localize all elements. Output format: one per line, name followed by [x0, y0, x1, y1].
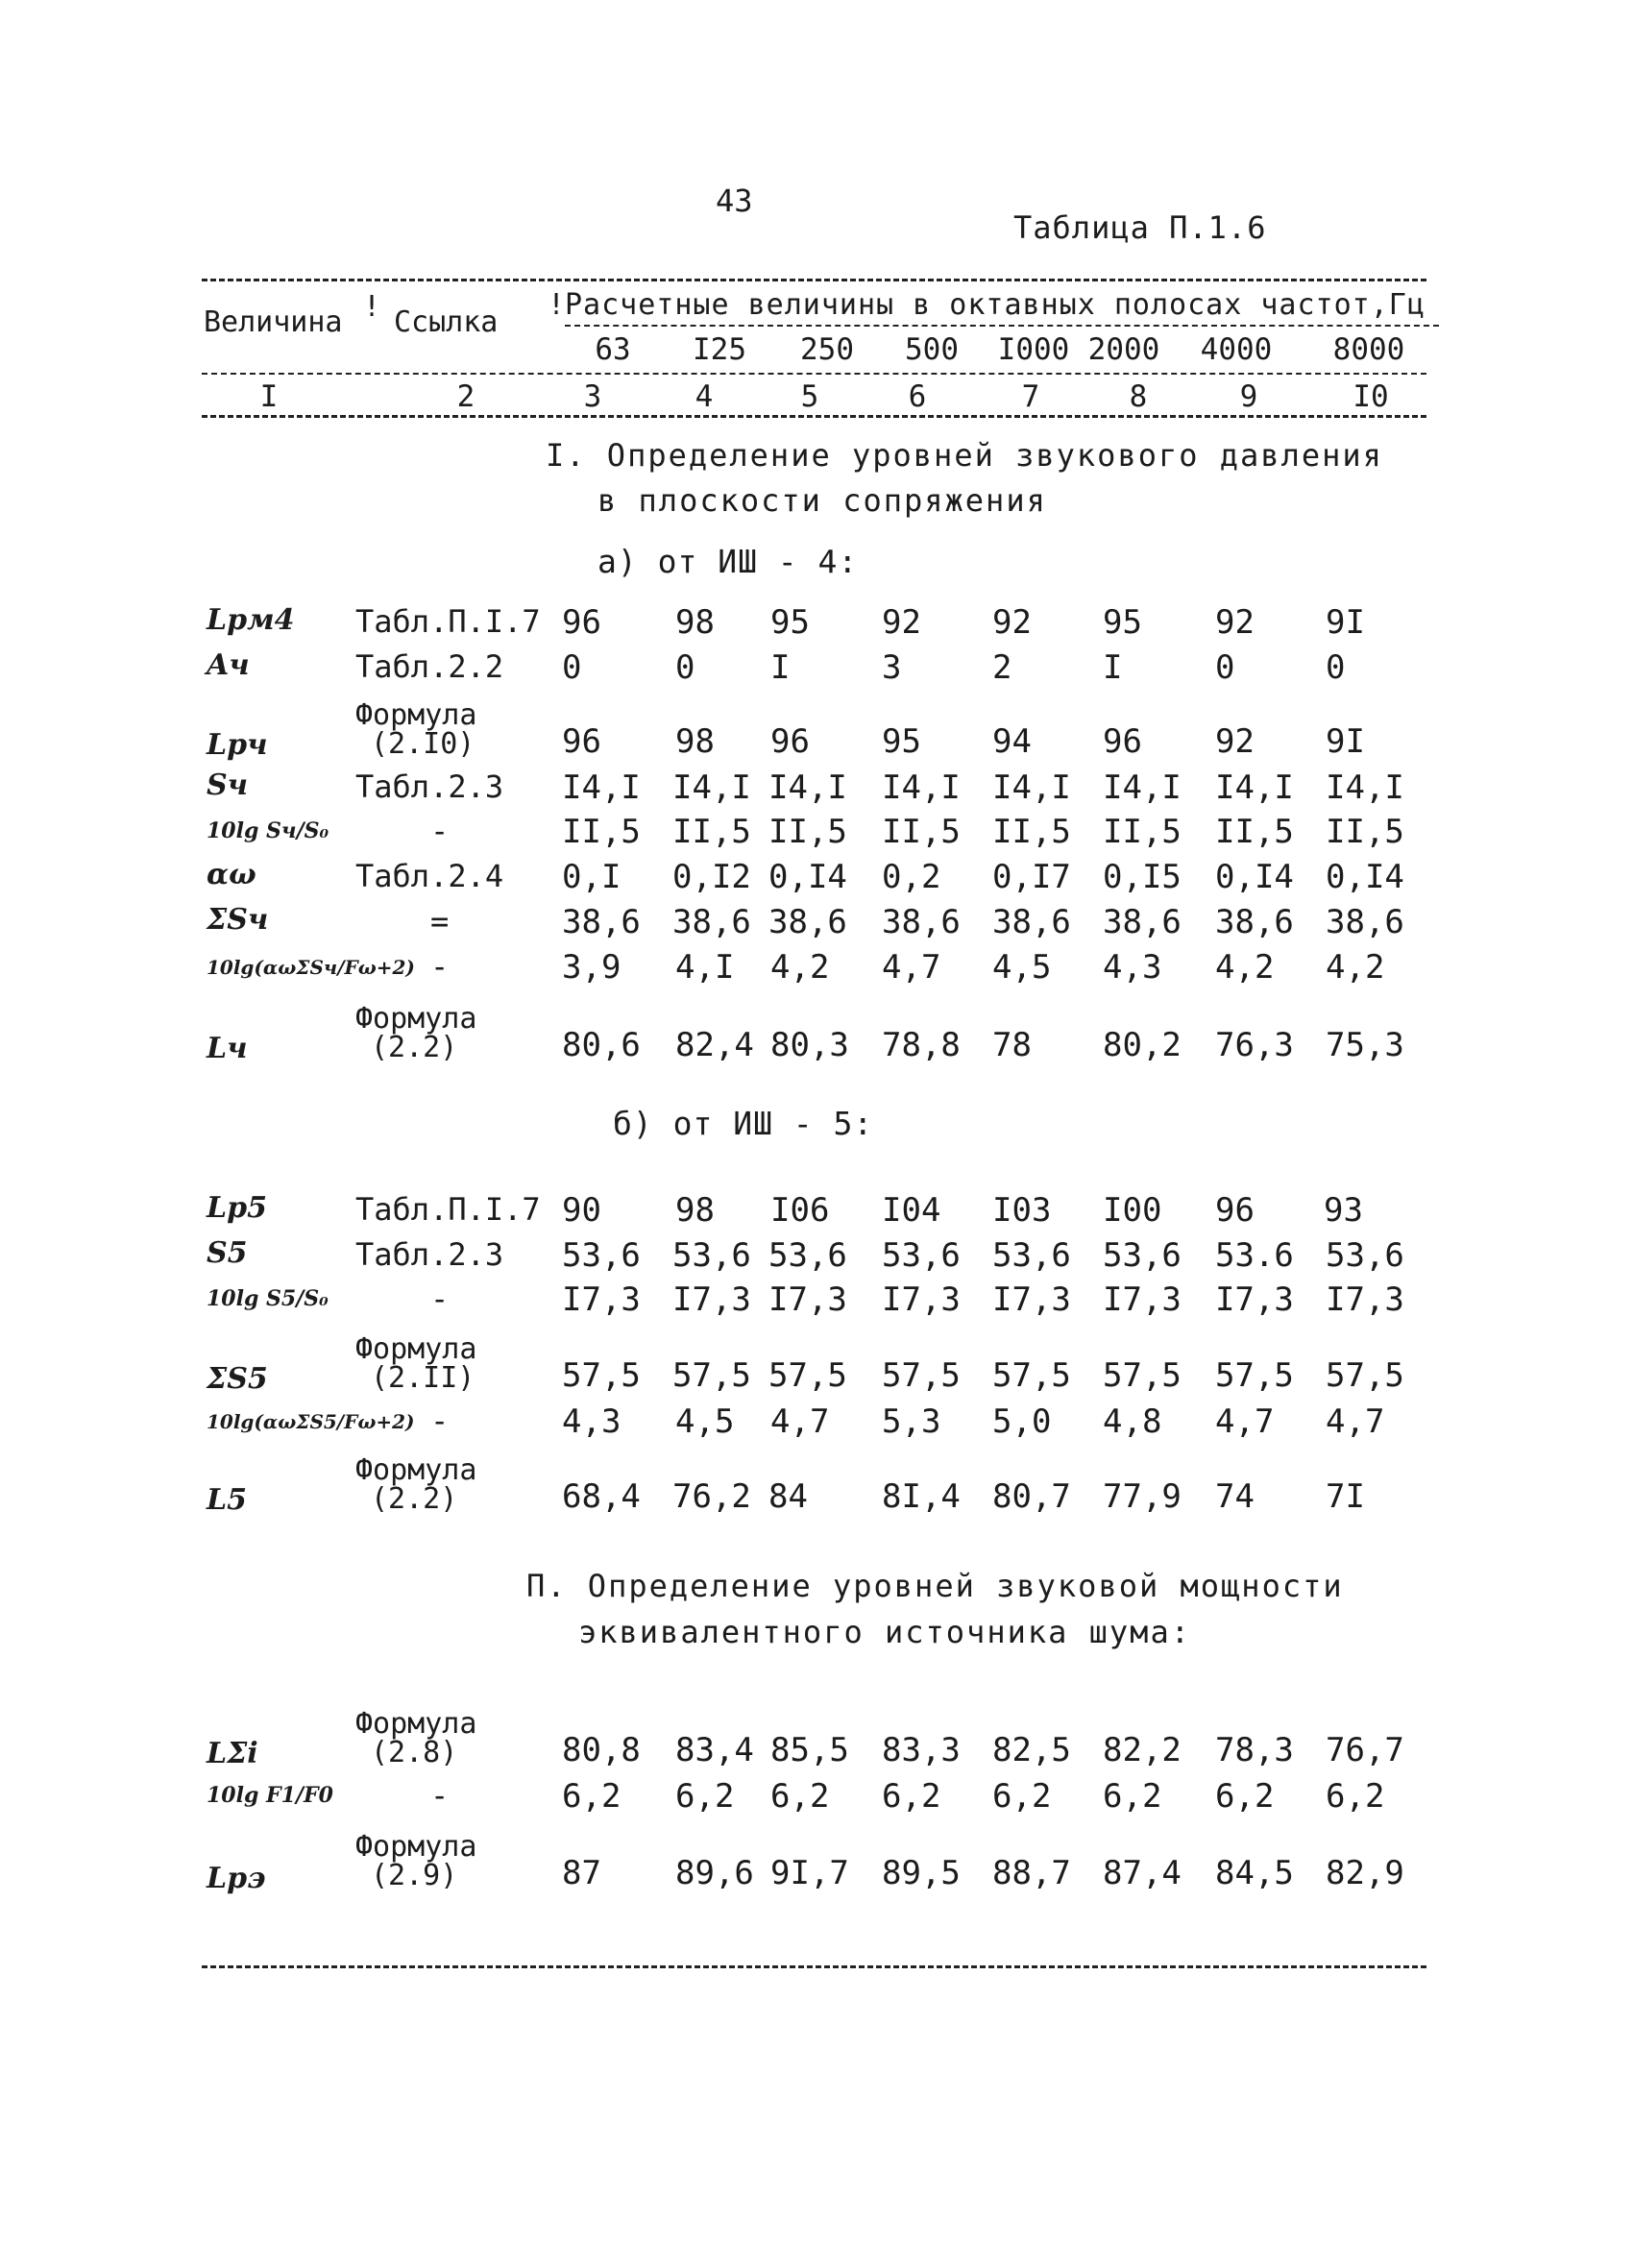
- value-cell: 80,3: [770, 1026, 849, 1064]
- value-cell: 87: [562, 1854, 601, 1892]
- value-cell: 96: [562, 603, 601, 642]
- subsection-b-title: б) от ИШ - 5:: [613, 1105, 874, 1142]
- column-number: 5: [800, 379, 819, 414]
- value-cell: 8I,4: [882, 1477, 961, 1516]
- header-separator: !: [548, 288, 566, 322]
- value-cell: 88,7: [992, 1854, 1071, 1892]
- value-cell: 53,6: [672, 1236, 751, 1275]
- value-cell: 4,2: [770, 948, 830, 987]
- formula-number: (2.II): [371, 1361, 475, 1395]
- value-cell: 0: [675, 648, 695, 687]
- value-cell: I4,I: [992, 768, 1071, 807]
- value-cell: II,5: [768, 813, 847, 851]
- formula-word: Формула: [355, 698, 477, 732]
- value-cell: 92: [1215, 603, 1255, 642]
- column-number: 7: [1021, 379, 1040, 414]
- value-cell: II,5: [672, 813, 751, 851]
- value-cell: 0,I7: [992, 858, 1071, 896]
- value-cell: I: [770, 648, 791, 687]
- formula-word: Формула: [355, 1453, 477, 1487]
- value-cell: 95: [770, 603, 810, 642]
- reference-formula: [355, 1332, 477, 1395]
- value-cell: 3,9: [562, 948, 622, 987]
- value-cell: 0,I4: [1215, 858, 1294, 896]
- column-number: 6: [908, 379, 927, 414]
- value-cell: 9I: [1326, 722, 1365, 761]
- table-row: [0, 603, 1633, 649]
- value-cell: 6,2: [562, 1777, 622, 1816]
- header-mid-rule: [565, 325, 1439, 327]
- quantity-symbol: Lрч: [207, 728, 268, 762]
- quantity-symbol: 10lg(αωΣS5/Fω+2): [207, 1410, 415, 1433]
- quantity-symbol: ΣSч: [207, 903, 269, 937]
- value-cell: II,5: [562, 813, 641, 851]
- column-number: I: [259, 379, 279, 414]
- value-cell: I03: [992, 1191, 1052, 1230]
- value-cell: 57,5: [768, 1356, 847, 1395]
- value-cell: 38,6: [768, 903, 847, 941]
- table-row: [0, 1002, 1633, 1072]
- value-cell: 38,6: [1326, 903, 1404, 941]
- value-cell: 96: [1215, 1191, 1255, 1230]
- reference: Табл.П.I.7: [355, 1191, 541, 1228]
- value-cell: 82,4: [675, 1026, 754, 1064]
- value-cell: 57,5: [1103, 1356, 1182, 1395]
- formula-number: (2.9): [371, 1859, 458, 1892]
- value-cell: 89,6: [675, 1854, 754, 1892]
- value-cell: 94: [992, 722, 1032, 761]
- value-cell: 80,8: [562, 1731, 641, 1769]
- quantity-symbol: Lрэ: [207, 1862, 266, 1895]
- value-cell: 38,6: [882, 903, 961, 941]
- value-cell: 38,6: [562, 903, 641, 941]
- value-cell: I4,I: [1103, 768, 1182, 807]
- value-cell: I7,3: [992, 1280, 1071, 1319]
- value-cell: 4,I: [675, 948, 735, 987]
- value-cell: 6,2: [675, 1777, 735, 1816]
- column-number: 4: [695, 379, 714, 414]
- value-cell: 74: [1215, 1477, 1255, 1516]
- value-cell: 84: [768, 1477, 808, 1516]
- table-row: [0, 948, 1633, 994]
- value-cell: 6,2: [992, 1777, 1052, 1816]
- header-top-rule: [202, 279, 1426, 281]
- value-cell: 53,6: [1326, 1236, 1404, 1275]
- value-cell: 84,5: [1215, 1854, 1294, 1892]
- quantity-symbol: 10lg(αωΣSч/Fω+2): [207, 956, 415, 979]
- value-cell: 93: [1324, 1191, 1363, 1230]
- header-col-quantity: Величина: [204, 305, 343, 339]
- table-row: [0, 1280, 1633, 1327]
- freq-label: 250: [800, 332, 854, 367]
- value-cell: I4,I: [882, 768, 961, 807]
- table-row: [0, 768, 1633, 815]
- formula-number: (2.8): [371, 1736, 458, 1769]
- value-cell: 4,7: [882, 948, 941, 987]
- value-cell: 53,6: [768, 1236, 847, 1275]
- value-cell: 57,5: [1215, 1356, 1294, 1395]
- formula-number: (2.2): [371, 1031, 458, 1064]
- reference-formula: [355, 1453, 477, 1516]
- value-cell: 80,6: [562, 1026, 641, 1064]
- header-bottom-rule: [202, 415, 1426, 418]
- value-cell: 0,I4: [1326, 858, 1404, 896]
- quantity-symbol: Lрм4: [207, 603, 295, 637]
- value-cell: 53,6: [562, 1236, 641, 1275]
- table-row: [0, 813, 1633, 859]
- value-cell: 96: [1103, 722, 1142, 761]
- quantity-symbol: ΣS5: [207, 1362, 268, 1396]
- quantity-symbol: 10lg Sч/S₀: [207, 818, 329, 843]
- value-cell: 82,5: [992, 1731, 1071, 1769]
- value-cell: 78: [992, 1026, 1032, 1064]
- value-cell: 4,7: [1215, 1402, 1275, 1441]
- value-cell: 85,5: [770, 1731, 849, 1769]
- value-cell: 0,2: [882, 858, 941, 896]
- freq-label: I000: [997, 332, 1070, 367]
- reference: Табл.2.3: [355, 768, 504, 805]
- value-cell: I4,I: [1215, 768, 1294, 807]
- formula-word: Формула: [355, 1830, 477, 1864]
- value-cell: I4,I: [672, 768, 751, 807]
- table-row: [0, 648, 1633, 695]
- value-cell: 0: [1326, 648, 1346, 687]
- value-cell: 98: [675, 722, 715, 761]
- value-cell: 98: [675, 603, 715, 642]
- reference: Табл.П.I.7: [355, 603, 541, 640]
- reference: -: [430, 1777, 450, 1814]
- value-cell: 9I,7: [770, 1854, 849, 1892]
- value-cell: 4,7: [1326, 1402, 1385, 1441]
- value-cell: 80,2: [1103, 1026, 1182, 1064]
- reference: -: [430, 1280, 450, 1317]
- value-cell: 0,I2: [672, 858, 751, 896]
- value-cell: 98: [675, 1191, 715, 1230]
- value-cell: 95: [882, 722, 921, 761]
- value-cell: I7,3: [562, 1280, 641, 1319]
- header-rule: [202, 373, 1426, 375]
- freq-label: 63: [595, 332, 631, 367]
- value-cell: 4,2: [1326, 948, 1385, 987]
- value-cell: I7,3: [1326, 1280, 1404, 1319]
- quantity-symbol: Lч: [207, 1032, 248, 1065]
- reference: =: [430, 903, 450, 939]
- header-col-reference: Ссылка: [394, 305, 499, 339]
- section-1-title: I. Определение уровней звукового давления: [546, 437, 1383, 474]
- value-cell: 96: [562, 722, 601, 761]
- table-bottom-rule: [202, 1965, 1426, 1968]
- freq-label: 500: [905, 332, 959, 367]
- formula-number: (2.2): [371, 1482, 458, 1516]
- column-number: 3: [583, 379, 602, 414]
- value-cell: 5,0: [992, 1402, 1052, 1441]
- reference: -: [430, 1402, 450, 1439]
- table-row: [0, 1453, 1633, 1524]
- table-row: [0, 1402, 1633, 1449]
- value-cell: 80,7: [992, 1477, 1071, 1516]
- value-cell: 4,3: [1103, 948, 1162, 987]
- value-cell: II,5: [1326, 813, 1404, 851]
- value-cell: 57,5: [562, 1356, 641, 1395]
- freq-label: 8000: [1332, 332, 1405, 367]
- value-cell: 9I: [1326, 603, 1365, 642]
- value-cell: I7,3: [882, 1280, 961, 1319]
- value-cell: 53,6: [1103, 1236, 1182, 1275]
- value-cell: I00: [1103, 1191, 1162, 1230]
- value-cell: 4,8: [1103, 1402, 1162, 1441]
- column-number: 8: [1129, 379, 1148, 414]
- header-separator: !: [363, 290, 381, 324]
- quantity-symbol: 10lg S5/S₀: [207, 1286, 329, 1311]
- value-cell: 92: [992, 603, 1032, 642]
- value-cell: I7,3: [768, 1280, 847, 1319]
- value-cell: 68,4: [562, 1477, 641, 1516]
- value-cell: 83,4: [675, 1731, 754, 1769]
- section-1-subtitle: в плоскости сопряжения: [597, 482, 1047, 519]
- table-row: [0, 1191, 1633, 1237]
- value-cell: 0,I5: [1103, 858, 1182, 896]
- value-cell: I: [1103, 648, 1123, 687]
- value-cell: I7,3: [1103, 1280, 1182, 1319]
- table-row: [0, 1236, 1633, 1282]
- header-span-title: Расчетные величины в октавных полосах частот,Гц: [565, 288, 1426, 322]
- value-cell: 76,7: [1326, 1731, 1404, 1769]
- value-cell: 0: [562, 648, 582, 687]
- quantity-symbol: αω: [207, 858, 256, 891]
- reference: -: [430, 813, 450, 849]
- value-cell: 6,2: [882, 1777, 941, 1816]
- quantity-symbol: S5: [207, 1236, 248, 1270]
- table-row: [0, 1707, 1633, 1777]
- value-cell: II,5: [1103, 813, 1182, 851]
- value-cell: 57,5: [672, 1356, 751, 1395]
- value-cell: 90: [562, 1191, 601, 1230]
- value-cell: I7,3: [672, 1280, 751, 1319]
- value-cell: 82,2: [1103, 1731, 1182, 1769]
- value-cell: 92: [882, 603, 921, 642]
- value-cell: 38,6: [1215, 903, 1294, 941]
- value-cell: 4,3: [562, 1402, 622, 1441]
- value-cell: 4,2: [1215, 948, 1275, 987]
- value-cell: 7I: [1326, 1477, 1365, 1516]
- value-cell: II,5: [992, 813, 1071, 851]
- formula-word: Формула: [355, 1002, 477, 1036]
- value-cell: II,5: [882, 813, 961, 851]
- value-cell: 82,9: [1326, 1854, 1404, 1892]
- value-cell: I06: [770, 1191, 830, 1230]
- value-cell: 4,7: [770, 1402, 830, 1441]
- formula-number: (2.I0): [371, 727, 475, 761]
- value-cell: 57,5: [882, 1356, 961, 1395]
- table-row: [0, 903, 1633, 949]
- section-2-subtitle: эквивалентного источника шума:: [578, 1614, 1191, 1650]
- table-caption: Таблица П.1.6: [1013, 209, 1267, 246]
- table-row: [0, 1777, 1633, 1823]
- column-number: 2: [456, 379, 475, 414]
- page-number: 43: [716, 183, 753, 219]
- quantity-symbol: Sч: [207, 768, 249, 802]
- reference: Табл.2.3: [355, 1236, 504, 1273]
- value-cell: 3: [882, 648, 902, 687]
- reference-formula: [355, 1830, 477, 1892]
- value-cell: 53,6: [992, 1236, 1071, 1275]
- table-row: [0, 698, 1633, 768]
- value-cell: 95: [1103, 603, 1142, 642]
- reference-formula: [355, 1002, 477, 1064]
- value-cell: 38,6: [672, 903, 751, 941]
- table-row: [0, 1332, 1633, 1402]
- table-row: [0, 1830, 1633, 1900]
- value-cell: 6,2: [770, 1777, 830, 1816]
- reference: Табл.2.2: [355, 648, 504, 685]
- value-cell: 4,5: [992, 948, 1052, 987]
- value-cell: 92: [1215, 722, 1255, 761]
- quantity-symbol: LΣi: [207, 1737, 258, 1770]
- value-cell: I04: [882, 1191, 941, 1230]
- value-cell: 78,8: [882, 1026, 961, 1064]
- value-cell: 83,3: [882, 1731, 961, 1769]
- reference-formula: [355, 1707, 477, 1769]
- value-cell: 53,6: [882, 1236, 961, 1275]
- formula-word: Формула: [355, 1332, 477, 1366]
- value-cell: 38,6: [992, 903, 1071, 941]
- freq-label: 2000: [1087, 332, 1160, 367]
- value-cell: 76,2: [672, 1477, 751, 1516]
- value-cell: 0: [1215, 648, 1235, 687]
- value-cell: 6,2: [1103, 1777, 1162, 1816]
- value-cell: 53.6: [1215, 1236, 1294, 1275]
- freq-label: I25: [693, 332, 746, 367]
- value-cell: 77,9: [1103, 1477, 1182, 1516]
- value-cell: I4,I: [768, 768, 847, 807]
- value-cell: I4,I: [1326, 768, 1404, 807]
- quantity-symbol: L5: [207, 1483, 247, 1517]
- value-cell: 6,2: [1215, 1777, 1275, 1816]
- value-cell: 57,5: [992, 1356, 1071, 1395]
- value-cell: 76,3: [1215, 1026, 1294, 1064]
- value-cell: 75,3: [1326, 1026, 1404, 1064]
- formula-word: Формула: [355, 1707, 477, 1741]
- value-cell: 78,3: [1215, 1731, 1294, 1769]
- section-2-title: П. Определение уровней звуковой мощности: [526, 1568, 1344, 1604]
- value-cell: II,5: [1215, 813, 1294, 851]
- quantity-symbol: Aч: [207, 648, 250, 682]
- reference: -: [430, 948, 450, 985]
- column-number: 9: [1239, 379, 1258, 414]
- value-cell: I4,I: [562, 768, 641, 807]
- value-cell: 87,4: [1103, 1854, 1182, 1892]
- value-cell: 38,6: [1103, 903, 1182, 941]
- value-cell: 89,5: [882, 1854, 961, 1892]
- freq-label: 4000: [1200, 332, 1273, 367]
- subsection-a-title: а) от ИШ - 4:: [597, 543, 859, 580]
- value-cell: I7,3: [1215, 1280, 1294, 1319]
- quantity-symbol: 10lg F1/F0: [207, 1783, 333, 1808]
- table-row: [0, 858, 1633, 904]
- value-cell: 5,3: [882, 1402, 941, 1441]
- value-cell: 2: [992, 648, 1012, 687]
- value-cell: 0,I4: [768, 858, 847, 896]
- value-cell: 0,I: [562, 858, 622, 896]
- value-cell: 57,5: [1326, 1356, 1404, 1395]
- value-cell: 6,2: [1326, 1777, 1385, 1816]
- value-cell: 96: [770, 722, 810, 761]
- reference: Табл.2.4: [355, 858, 504, 894]
- column-number: I0: [1353, 379, 1389, 414]
- quantity-symbol: Lр5: [207, 1191, 267, 1225]
- value-cell: 4,5: [675, 1402, 735, 1441]
- reference-formula: [355, 698, 477, 761]
